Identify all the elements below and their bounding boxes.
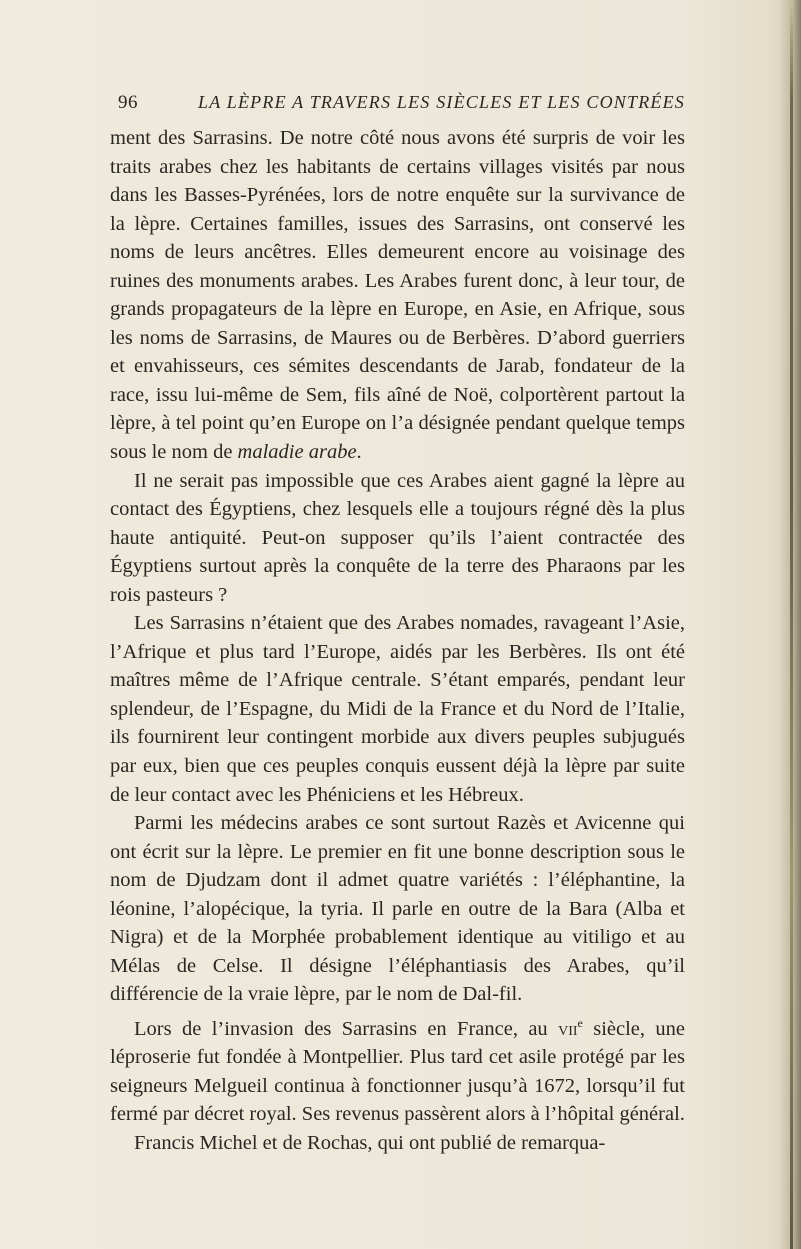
running-title: LA LÈPRE A TRAVERS LES SIÈCLES ET LES CONTRÉES: [198, 92, 686, 112]
paragraph-6: Francis Michel et de Rochas, qui ont publié de remarqua-: [134, 1131, 606, 1154]
paragraph-5-end: siècle, une léproserie fut fondée à Montpellier. Plus tard cet asile protégé par les seigneurs Melgueil continua à fonctionner jusqu’à 1672, lorsqu’il fut fermé par décret royal. Ses revenus passèrent alors à l’hôpital général.: [110, 1017, 686, 1126]
paragraph-2: Il ne serait pas impossible que ces Arabes aient gagné la lèpre au contact des Égyptiens, chez lesquels elle a toujours régné dès la plus haute antiquité. Peut-on supposer qu’ils l’aient contractée des Égyptiens surtout après la conquête de la terre des Pharaons par les rois pasteurs ?: [110, 469, 685, 606]
paragraph-3: Les Sarrasins n’étaient que des Arabes nomades, ravageant l’Asie, l’Afrique et plus tard l’Europe, aidés par les Berbères. Ils ont été maîtres même de l’Afrique centrale. S’étant emparés, pendant leur splendeur, de l’Espagne, du Midi de la France et du Nord de l’Italie, ils fournirent leur contingent morbide aux divers peuples subjugués par eux, bien que ces peuples conquis eussent déjà la lèpre par suite de leur contact avec les Phéniciens et les Hébreux.: [110, 612, 685, 806]
paragraph-4: Parmi les médecins arabes ce sont surtout Razès et Avicenne qui ont écrit sur la lèpre. Le premier en fit une bonne description sous le nom de Djudzam dont il admet quatre variétés : l’éléphantine, la léonine, l’alopécique, la tyria. Il parle en outre de la Bara (Alba et Nigra) et de la Morphée probablement identique au vitiligo et au Mélas de Celse. Il désigne l’éléphantiasis des Arabes, qu’il différencie de la vraie lèpre, par le nom de Dal-fil.: [110, 812, 685, 1006]
century-numeral: vii: [558, 1017, 578, 1040]
page-binding-edge: [790, 0, 793, 1249]
paragraph-5-text: Lors de l’invasion des Sarrasins en France, au: [134, 1017, 559, 1040]
paragraph-5: [110, 1009, 685, 1129]
paragraph-1-end: .: [356, 441, 362, 464]
page-number: 96: [118, 92, 138, 113]
body-text: [110, 124, 685, 1158]
century-superscript: e: [577, 1015, 583, 1030]
italic-term-maladie-arabe: maladie arabe: [237, 441, 357, 464]
paragraph-1-text: ment des Sarrasins. De notre côté nous avons été surpris de voir les traits arabes chez les habitants de certains villages visités par nous dans les Basses-Pyrénées, lors de notre enquête sur la survivance de la lèpre. Certaines familles, issues des Sarrasins, ont conservé les noms de leurs ancêtres. Elles demeurent encore au voisinage des ruines des monuments arabes. Les Arabes furent donc, à leur tour, de grands propagateurs de la lèpre en Europe, en Asie, en Afrique, sous les noms de Sarrasins, de Maures ou de Berbères. D’abord guerriers et envahisseurs, ces sémites descendants de Jarab, fondateur de la race, issu lui-même de Sem, fils aîné de Noë, colportèrent partout la lèpre, à tel point qu’en Europe on l’a désignée pendant quelque temps sous le nom de: [110, 127, 685, 464]
paragraph-1: [110, 124, 685, 467]
page-header: [118, 92, 686, 118]
